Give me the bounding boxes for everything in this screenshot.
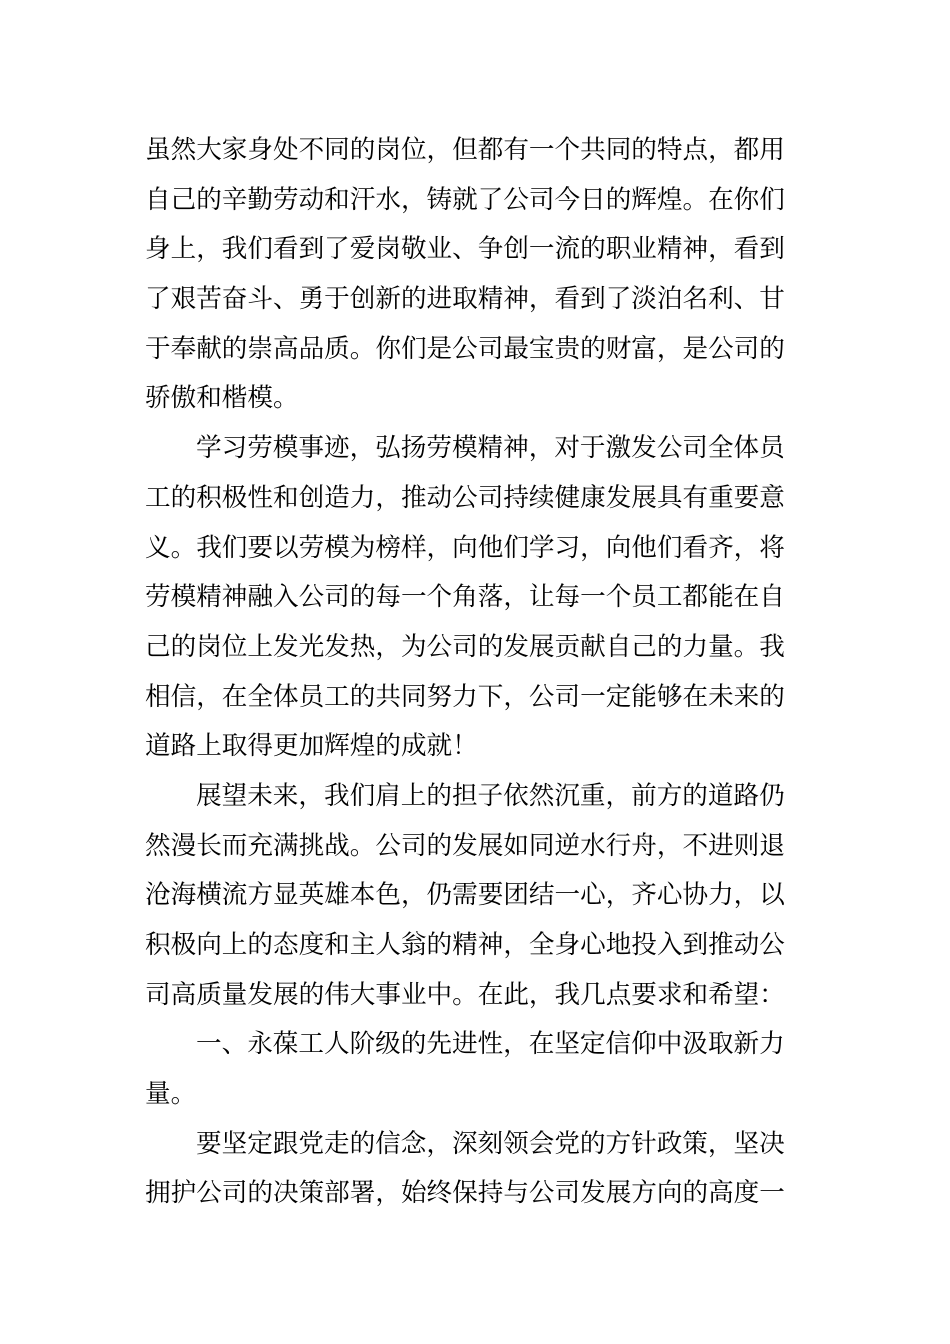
text-line: 司高质量发展的伟大事业中。在此，我几点要求和希望： xyxy=(145,979,785,1010)
text-line: 然漫长而充满挑战。公司的发展如同逆水行舟，不进则退 xyxy=(145,830,785,861)
paragraph-first-line: 展望未来，我们肩上的担子依然沉重，前方的道路仍 xyxy=(196,780,785,811)
section-heading-line: 一、永葆工人阶级的先进性，在坚定信仰中汲取新力 xyxy=(196,1029,785,1060)
text-line: 虽然大家身处不同的岗位，但都有一个共同的特点，都用 xyxy=(145,135,785,165)
text-line: 拥护公司的决策部署，始终保持与公司发展方向的高度一 xyxy=(145,1178,785,1209)
paragraph-first-line: 学习劳模事迹，弘扬劳模精神，对于激发公司全体员 xyxy=(196,433,785,464)
text-line: 积极向上的态度和主人翁的精神，全身心地投入到推动公 xyxy=(145,930,785,960)
text-line: 自己的辛勤劳动和汗水，铸就了公司今日的辉煌。在你们 xyxy=(145,184,785,215)
text-line: 道路上取得更加辉煌的成就！ xyxy=(145,731,478,762)
text-line: 于奉献的崇高品质。你们是公司最宝贵的财富，是公司的 xyxy=(145,333,785,364)
text-line: 身上，我们看到了爱岗敬业、争创一流的职业精神，看到 xyxy=(145,234,785,265)
text-line: 工的积极性和创造力，推动公司持续健康发展具有重要意 xyxy=(145,482,785,513)
text-line: 己的岗位上发光发热，为公司的发展贡献自己的力量。我 xyxy=(145,631,785,662)
text-line: 量。 xyxy=(145,1079,197,1110)
text-line: 了艰苦奋斗、勇于创新的进取精神，看到了淡泊名利、甘 xyxy=(145,284,785,315)
document-body xyxy=(145,126,807,1219)
paragraph-first-line: 要坚定跟党走的信念，深刻领会党的方针政策，坚决 xyxy=(196,1128,785,1159)
text-line: 沧海横流方显英雄本色，仍需要团结一心，齐心协力，以 xyxy=(145,880,785,911)
text-line: 相信，在全体员工的共同努力下，公司一定能够在未来的 xyxy=(145,681,785,712)
text-line: 劳模精神融入公司的每一个角落，让每一个员工都能在自 xyxy=(145,582,785,613)
text-line: 义。我们要以劳模为榜样，向他们学习，向他们看齐，将 xyxy=(145,532,785,563)
text-line: 骄傲和楷模。 xyxy=(145,383,299,414)
